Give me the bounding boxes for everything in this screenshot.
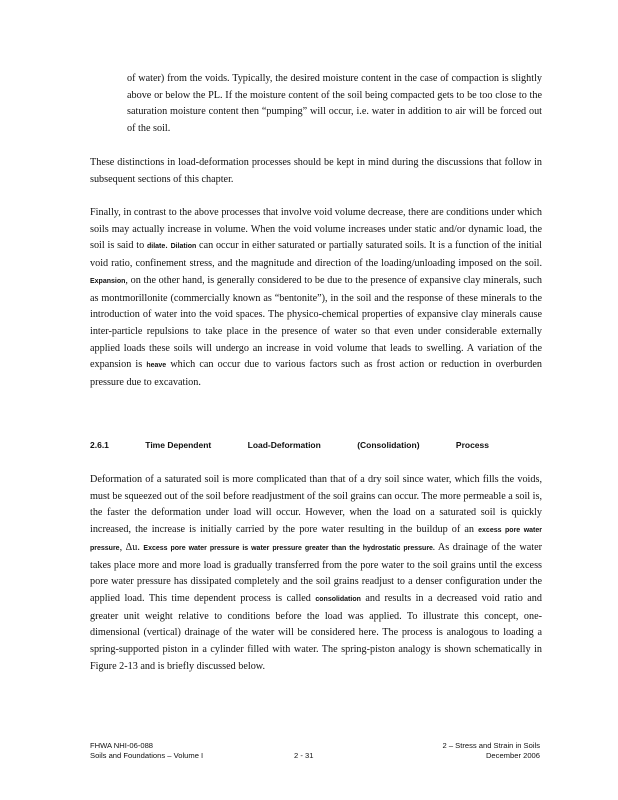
definition-excess-pore-pressure: Excess pore water pressure is water pressure greater than the hydrostatic pressure. — [143, 544, 435, 552]
footer-right — [420, 741, 540, 761]
distinctions-paragraph — [90, 155, 542, 188]
footer-date: December 2006 — [485, 751, 540, 760]
footer-chapter-title: 2 – Stress and Strain in Soils — [442, 741, 540, 750]
text-segment: can occur in either saturated or partially saturated soils. It is a function of the initial void ratio, confinement stress, and the magnitude and direction of the loading/unloading imposed on the soil. — [90, 240, 542, 270]
term-expansion: Expansion — [90, 277, 126, 285]
section-heading — [90, 440, 542, 450]
section-title-part: (Consolidation) — [357, 440, 420, 450]
distinctions-paragraph-text: These distinctions in load-deformation processes should be kept in mind during the discussions that follow in subsequent sections of this chapter. — [90, 157, 542, 185]
term-dilate: dilate — [146, 243, 166, 251]
footer-left — [90, 741, 203, 761]
text-segment: , Δu. — [119, 541, 144, 553]
footer-document-title: Soils and Foundations – Volume I — [90, 751, 204, 760]
section-title-part: Load-Deformation — [247, 440, 321, 450]
term-dilation: Dilation — [170, 243, 197, 251]
term-consolidation: consolidation — [315, 595, 361, 603]
indented-paragraph — [127, 71, 542, 138]
dilation-expansion-paragraph — [90, 205, 542, 392]
section-title-part: Time Dependent — [145, 440, 212, 450]
footer-page-number: 2 - 31 — [294, 751, 314, 760]
section-number: 2.6.1 — [90, 440, 109, 450]
text-segment: As drainage of the water takes place more and more load is gradually transferred from the pore water to the soil grains until the excess pore water pressure has dissipated completely and the soil grains readjust to a denser configuration under the applied load. This time dependent process is called — [90, 541, 542, 604]
text-segment: Deformation of a saturated soil is more complicated than that of a dry soil since water, which fills the voids, must be squeezed out of the soil before readjustment of the soil grains can occur. The more permeable a soil is, the faster the deformation under load will occur. However, when the load on a saturated soil is quickly increased, the increase is initially carried by the pore water resulting in the buildup of an — [90, 474, 542, 536]
consolidation-paragraph — [90, 472, 542, 675]
text-segment: Finally, in contrast to the above processes that involve void volume decrease, there are conditions under which soils may actually increase in volume. When the void volume increases under static and/or dynamic load, the soil is said to — [90, 207, 542, 252]
term-excess-pore-pressure: excess pore water pressure — [90, 527, 542, 552]
term-heave: heave — [146, 362, 167, 370]
indented-paragraph-text: of water) from the voids. Typically, the desired moisture content in the case of compaction is slightly above or below the PL. If the moisture content of the soil being compacted gets to be too close to the saturation moisture content then “pumping” will occur, i.e. water in addition to air will be forced out of the soil. — [127, 73, 542, 135]
footer-report-number: FHWA NHI-06-088 — [90, 741, 154, 750]
section-title-part: Process — [455, 440, 489, 450]
text-segment: and results in a decreased void ratio and greater unit weight relative to conditions before the load was applied. To illustrate this concept, one-dimensional (vertical) drainage of the water will be considered here. The process is analogous to loading a spring-supported piston in a cylinder filled with water. The spring-piston analogy is shown schematically in Figure 2-13 and is briefly discussed below. — [90, 592, 542, 672]
text-segment: . — [165, 240, 171, 252]
text-segment: , on the other hand, is generally considered to be due to the presence of expansive clay minerals, such as montmorillonite (commercially known as “bentonite”), in the soil and the response of these minerals to the introduction of water into the void spaces. The physico-chemical properties of expansive clay minerals cause inter-particle repulsions to take place in the presence of water so that even under considerable externally applied loads these soils will undergo an increase in void volume that leads to swelling. A variation of the expansion is — [90, 274, 542, 371]
text-segment: which can occur due to various factors such as frost action or reduction in overburden pressure due to excavation. — [90, 359, 542, 389]
